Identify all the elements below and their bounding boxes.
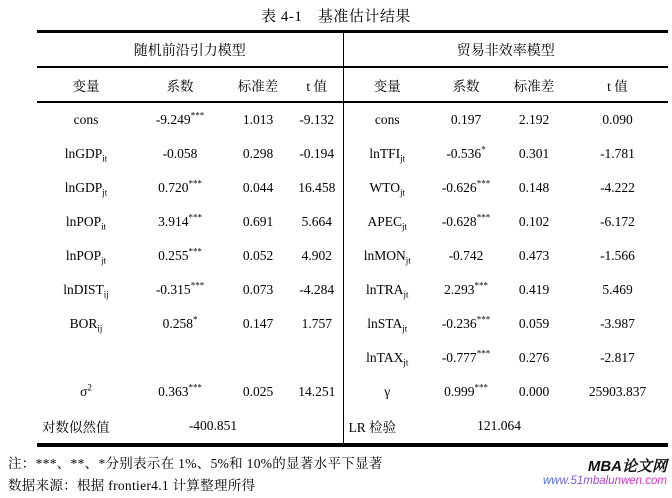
se-cell (225, 341, 291, 375)
lr-test-value: 121.064 (477, 418, 521, 433)
variable-cell: lnDIST$_{ij}$ (63, 282, 109, 300)
t-cell (291, 341, 343, 375)
coef-cell: 0.255*** (158, 246, 202, 263)
log-likelihood-value: -400.851 (188, 418, 238, 433)
t-cell: -0.194 (299, 146, 335, 161)
coef-cell: -0.628*** (441, 212, 491, 229)
column-header-row (37, 67, 668, 102)
coef-cell: -0.315*** (155, 280, 205, 297)
t-cell: 4.902 (301, 248, 332, 263)
variable-cell: lnTAX$_{jt}$ (343, 341, 431, 375)
table-row (37, 171, 668, 205)
table-row (37, 341, 668, 375)
watermark-brand: MBA论文网 (587, 458, 667, 475)
se-cell: 0.059 (518, 316, 550, 331)
se-cell: 0.102 (518, 214, 550, 229)
variable-cell: lnPOP$_{jt}$ (65, 248, 107, 266)
coef-cell: 3.914*** (158, 212, 202, 229)
col-header-se: 标准差 (225, 67, 291, 102)
t-cell: -2.817 (600, 350, 635, 365)
se-cell: 0.073 (242, 282, 274, 297)
t-cell: 14.251 (298, 384, 336, 399)
coef-cell: 2.293*** (444, 280, 488, 297)
se-cell: 0.298 (242, 146, 274, 161)
empty-cell (567, 409, 668, 445)
variable-cell: $\sigma^2$ (80, 382, 92, 399)
col-header-t: t 值 (567, 67, 668, 102)
variable-cell: $APEC_{jt}$ (343, 205, 431, 239)
variable-cell: γ (343, 375, 431, 409)
coef-cell: 0.999*** (444, 382, 488, 399)
coef-cell: -0.742 (448, 248, 484, 263)
group-header-right: 贸易非效率模型 (343, 32, 668, 68)
coef-cell: -0.777*** (441, 348, 491, 365)
variable-cell: lnTFI$_{jt}$ (343, 137, 431, 171)
data-source-note: 数据来源：根据 frontier4.1 计算整理所得 (8, 478, 256, 493)
t-cell: 5.469 (602, 282, 633, 297)
table-row (37, 102, 668, 137)
variable-cell: lnGDP$_{it}$ (64, 146, 108, 164)
se-cell: 0.148 (518, 180, 550, 195)
watermark (543, 458, 667, 488)
col-header-coef: 系数 (431, 67, 501, 102)
se-cell: 0.044 (242, 180, 274, 195)
coef-cell (135, 341, 225, 375)
log-likelihood-label: 对数似然值 (42, 420, 110, 435)
coef-cell: 0.258* (162, 314, 198, 331)
coef-cell: -0.626*** (441, 178, 491, 195)
variable-cell: lnGDP$_{jt}$ (64, 180, 108, 198)
se-cell: 1.013 (242, 112, 274, 127)
se-cell: 0.419 (518, 282, 550, 297)
col-header-t: t 值 (291, 67, 343, 102)
t-cell: 0.090 (602, 112, 633, 127)
table-title: 表 4-1 基准估计结果 (261, 9, 411, 25)
table-row (37, 375, 668, 409)
coef-cell: 0.197 (450, 112, 482, 127)
t-cell: 25903.837 (588, 384, 647, 399)
se-cell: 0.147 (242, 316, 274, 331)
table-row (37, 307, 668, 341)
t-cell: 16.458 (298, 180, 336, 195)
se-cell: 0.052 (242, 248, 274, 263)
variable-cell: cons (343, 102, 431, 137)
variable-cell: lnTRA$_{jt}$ (343, 273, 431, 307)
variable-cell: $BOR_{ij}$ (69, 316, 103, 334)
coef-cell: 0.720*** (158, 178, 202, 195)
t-cell: -1.781 (600, 146, 635, 161)
col-header-variable: 变量 (37, 67, 135, 102)
t-cell: -1.566 (600, 248, 635, 263)
variable-cell: lnMON$_{jt}$ (343, 239, 431, 273)
se-cell: 0.000 (518, 384, 550, 399)
t-cell: -4.284 (299, 282, 335, 297)
col-header-se: 标准差 (501, 67, 567, 102)
t-cell: -4.222 (600, 180, 635, 195)
variable-cell: lnPOP$_{it}$ (65, 214, 107, 232)
se-cell: 0.301 (518, 146, 550, 161)
watermark-url: www.51mbalunwen.com (542, 475, 667, 488)
estimation-results-table (37, 30, 668, 447)
se-cell: 0.691 (242, 214, 274, 229)
group-header-row (37, 32, 668, 68)
se-cell: 0.025 (242, 384, 274, 399)
t-cell: -6.172 (600, 214, 635, 229)
coef-cell: -0.536* (446, 144, 486, 161)
col-header-coef: 系数 (135, 67, 225, 102)
t-cell: 1.757 (301, 316, 332, 331)
t-cell: -9.132 (299, 112, 335, 127)
significance-note: 注：***、**、*分别表示在 1%、5%和 10%的显著水平下显著 (8, 456, 383, 471)
variable-cell (37, 341, 135, 375)
table-row (37, 205, 668, 239)
coef-cell: -0.058 (162, 146, 198, 161)
col-header-variable: 变量 (343, 67, 431, 102)
table-row (37, 273, 668, 307)
variable-cell: cons (73, 112, 99, 127)
lr-test-label: LR 检验 (343, 409, 431, 445)
variable-cell: $WTO_{jt}$ (343, 171, 431, 205)
coef-cell: 0.363*** (158, 382, 202, 399)
t-cell: 5.664 (301, 214, 332, 229)
table-row (37, 137, 668, 171)
t-cell: -3.987 (600, 316, 635, 331)
table-row (37, 239, 668, 273)
coef-cell: -0.236*** (441, 314, 491, 331)
se-cell: 2.192 (518, 112, 550, 127)
coef-cell: -9.249*** (155, 110, 205, 127)
empty-cell (291, 409, 343, 445)
summary-row (37, 409, 668, 445)
se-cell: 0.473 (518, 248, 550, 263)
variable-cell: lnSTA$_{jt}$ (343, 307, 431, 341)
group-header-left: 随机前沿引力模型 (37, 32, 343, 68)
se-cell: 0.276 (518, 350, 550, 365)
